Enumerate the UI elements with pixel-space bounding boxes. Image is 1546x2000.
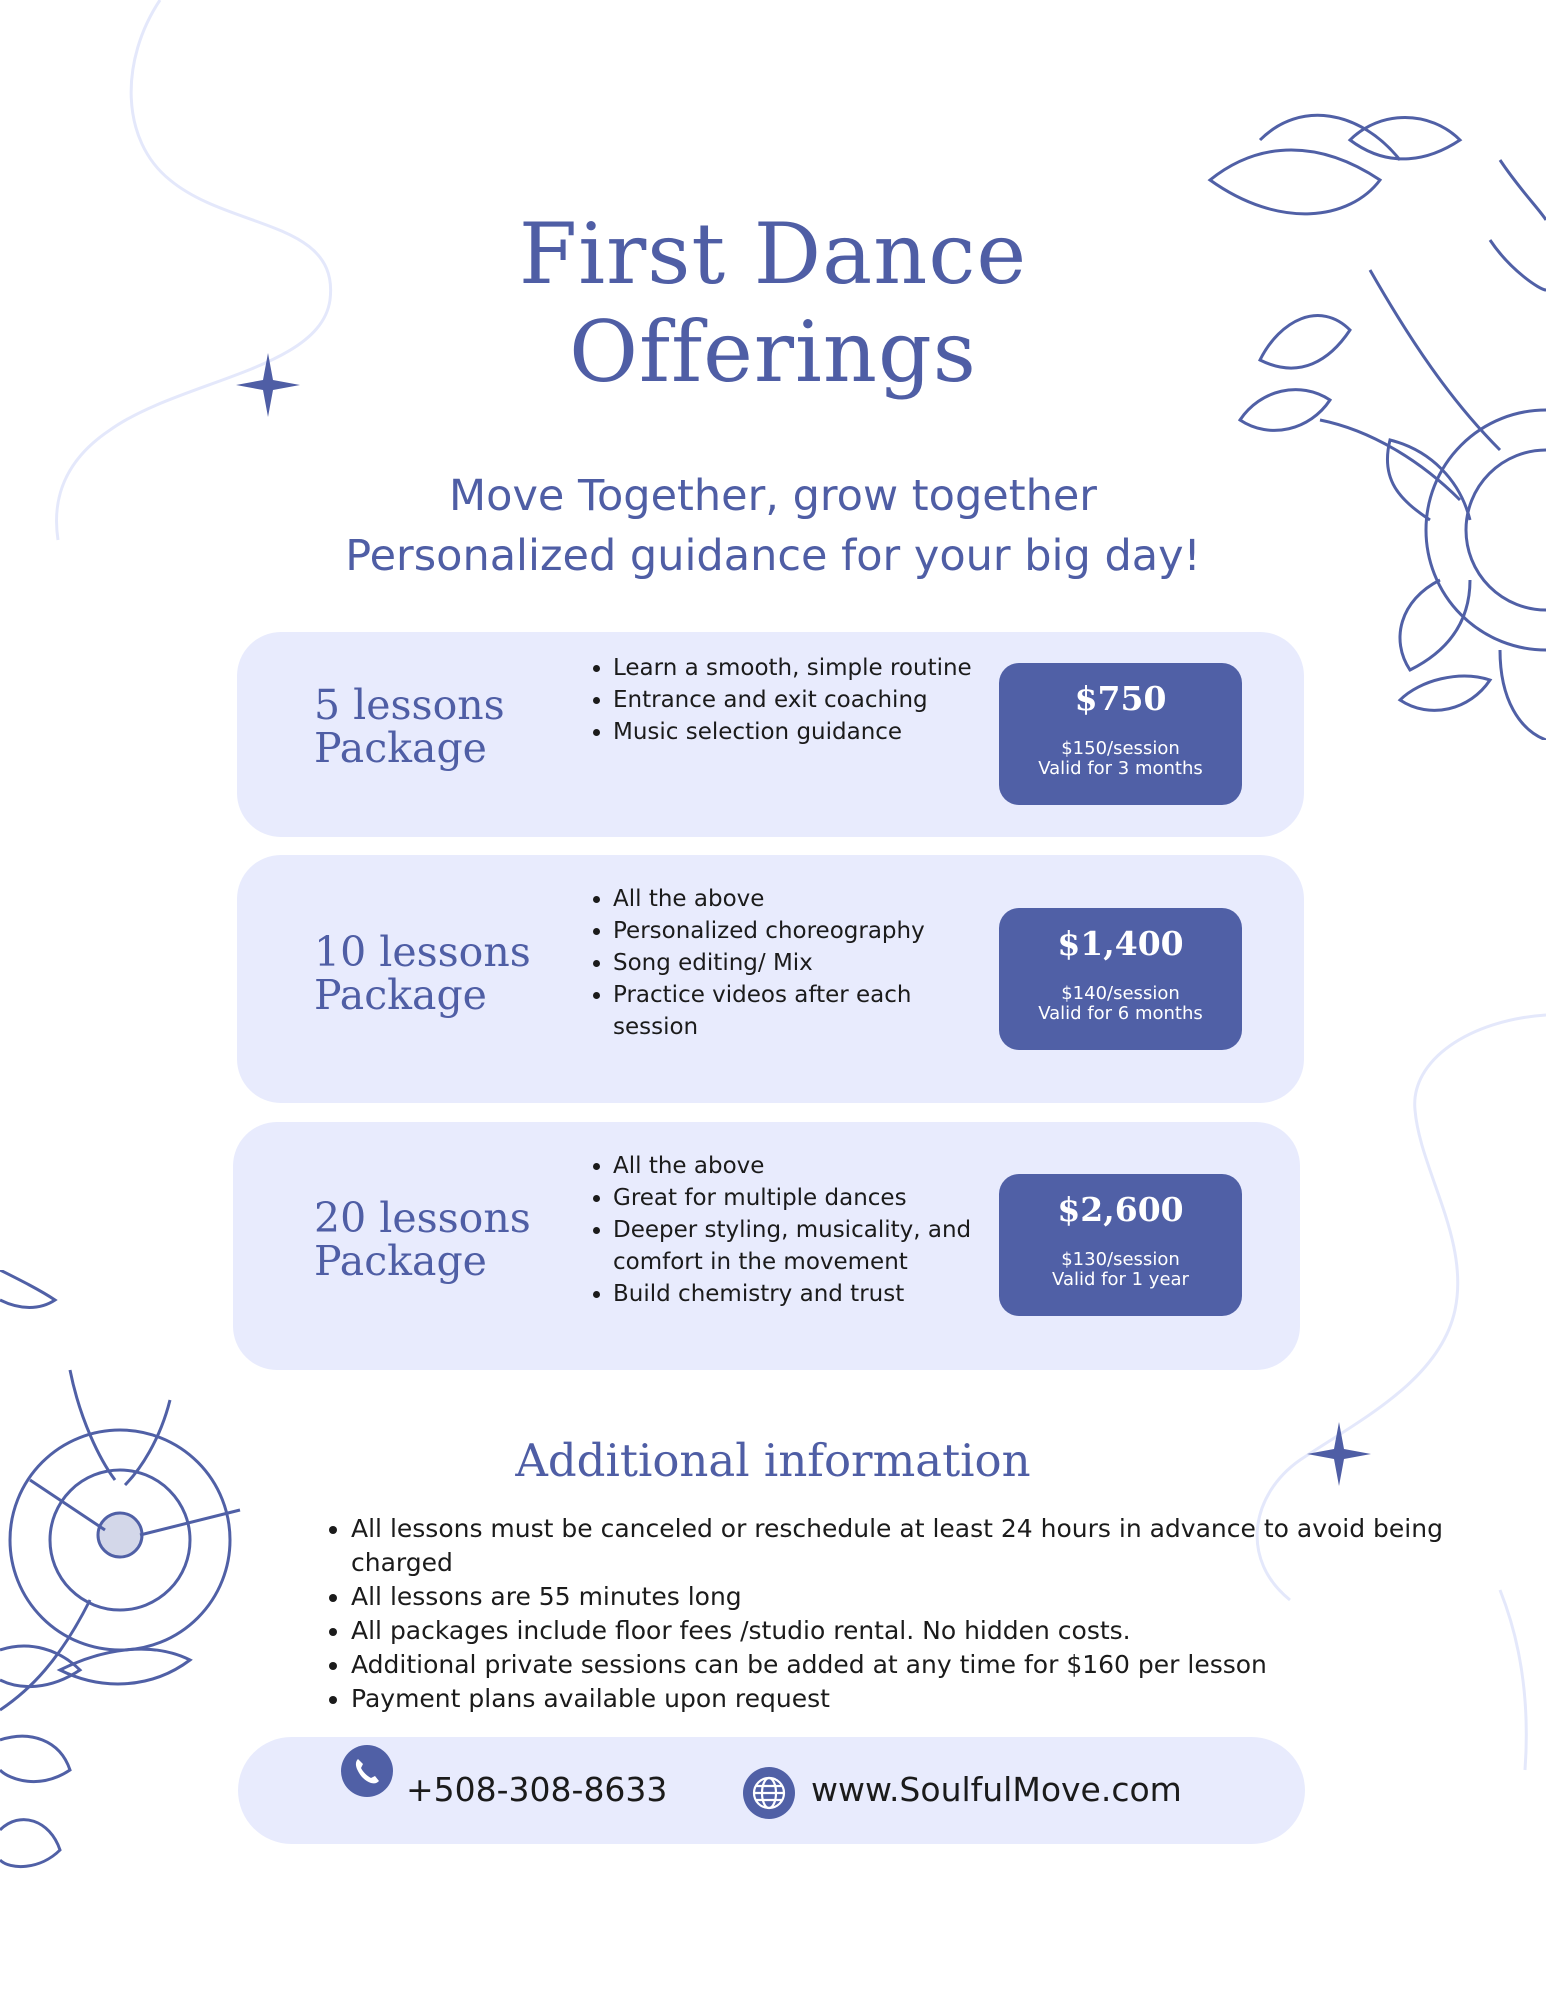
- page-title: [0, 205, 1546, 401]
- package-name: 20 lessons Package: [314, 1194, 531, 1285]
- title-line-1: First Dance: [518, 205, 1028, 303]
- additional-info-heading: Additional information: [515, 1434, 1031, 1487]
- price-rate: $140/session: [1061, 983, 1180, 1004]
- price-validity: Valid for 6 months: [1038, 1003, 1203, 1024]
- subtitle-line-1: Move Together, grow together: [449, 471, 1097, 521]
- title-line-2: Offerings: [569, 303, 977, 401]
- contact-bar: [238, 1737, 1305, 1844]
- feature-item: • Deeper styling, musicality, and comfort in the movement: [613, 1214, 993, 1278]
- price-rate: $130/session: [1061, 1249, 1180, 1270]
- info-item: • Payment plans available upon request: [351, 1682, 1471, 1716]
- feature-item: • Music selection guidance: [613, 716, 973, 748]
- feature-item: • Build chemistry and trust: [613, 1278, 993, 1310]
- price-badge: [999, 908, 1242, 1050]
- phone-icon: [341, 1745, 393, 1797]
- package-features: [577, 883, 973, 1043]
- subtitle: [0, 466, 1546, 586]
- package-card-20-lessons: [233, 1122, 1300, 1370]
- price-badge: [999, 663, 1242, 805]
- feature-item: • Entrance and exit coaching: [613, 684, 973, 716]
- package-card-10-lessons: [237, 855, 1304, 1103]
- package-name: 5 lessons Package: [314, 681, 505, 772]
- feature-item: • Personalized choreography: [613, 915, 973, 947]
- price-badge: [999, 1174, 1242, 1316]
- price-amount: $1,400: [1057, 924, 1184, 963]
- package-name: 10 lessons Package: [314, 928, 531, 1019]
- info-item: • All packages include floor fees /studio rental. No hidden costs.: [351, 1614, 1471, 1648]
- price-validity: Valid for 1 year: [1052, 1269, 1189, 1290]
- info-item: • All lessons must be canceled or reschedule at least 24 hours in advance to avoid being charged: [351, 1512, 1471, 1580]
- package-features: [577, 652, 973, 748]
- package-card-5-lessons: [237, 632, 1304, 837]
- additional-info-list: [315, 1512, 1471, 1716]
- info-item: • All lessons are 55 minutes long: [351, 1580, 1471, 1614]
- feature-item: • Great for multiple dances: [613, 1182, 993, 1214]
- info-item: • Additional private sessions can be added at any time for $160 per lesson: [351, 1648, 1471, 1682]
- feature-item: • Practice videos after each session: [613, 979, 973, 1043]
- website-link[interactable]: www.SoulfulMove.com: [811, 1770, 1182, 1809]
- feature-item: • Learn a smooth, simple routine: [613, 652, 973, 684]
- feature-item: • Song editing/ Mix: [613, 947, 973, 979]
- feature-item: • All the above: [613, 883, 973, 915]
- price-amount: $750: [1074, 679, 1167, 718]
- price-amount: $2,600: [1057, 1190, 1184, 1229]
- package-features: [577, 1150, 993, 1310]
- subtitle-line-2: Personalized guidance for your big day!: [345, 531, 1201, 581]
- price-rate: $150/session: [1061, 738, 1180, 759]
- phone-number[interactable]: +508-308-8633: [406, 1770, 668, 1809]
- globe-icon: [743, 1767, 795, 1819]
- feature-item: • All the above: [613, 1150, 993, 1182]
- price-validity: Valid for 3 months: [1038, 758, 1203, 779]
